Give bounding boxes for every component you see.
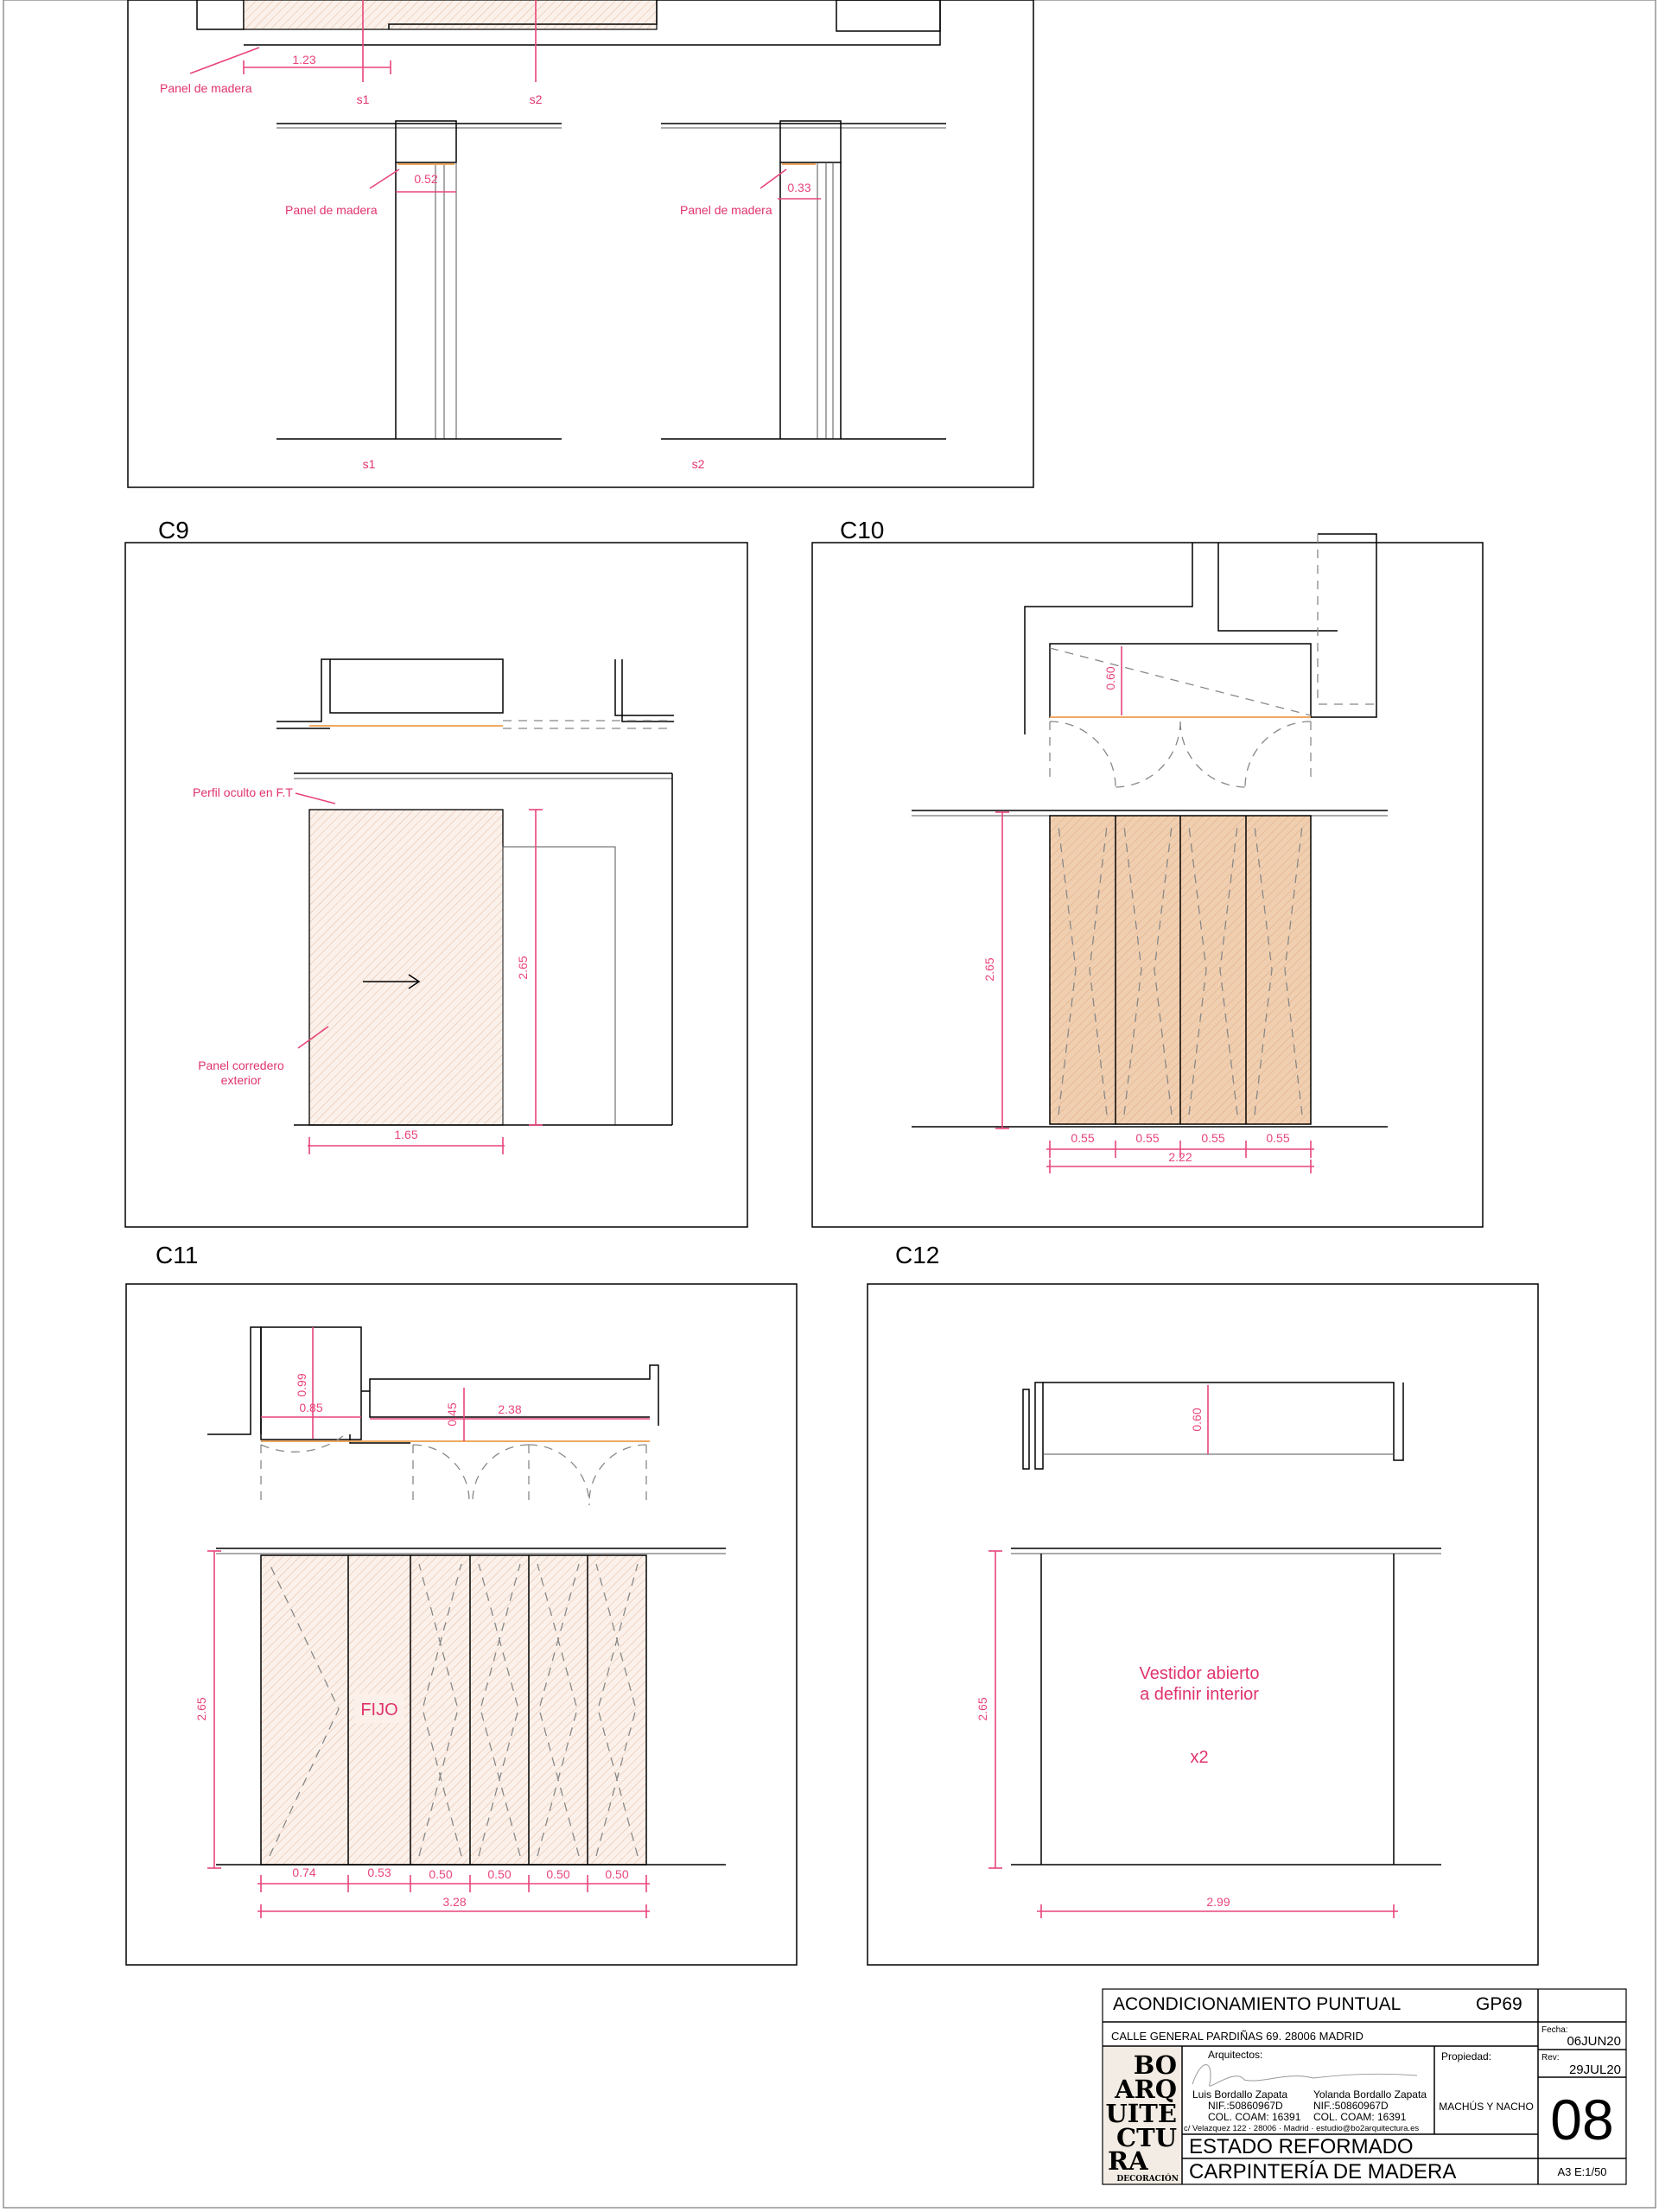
tb-architect-1-col: COL. COAM: 16391	[1208, 2111, 1301, 2123]
tb-propiedad-label: Propiedad:	[1441, 2050, 1492, 2063]
tb-contact: c/ Velazquez 122 · 28006 · Madrid · estudio@bo2arquitectura.es	[1184, 2124, 1420, 2133]
c11-dim-0-45: 0.45	[445, 1402, 459, 1427]
c12-title: C12	[895, 1242, 940, 1268]
tb-architect-2-name: Yolanda Bordallo Zapata	[1313, 2088, 1427, 2101]
c11-label-fijo: FIJO	[360, 1700, 398, 1719]
dim-0-52: 0.52	[414, 172, 438, 186]
label-panel-madera-3: Panel de madera	[680, 203, 772, 217]
panel-c9	[125, 517, 747, 1227]
c9-dim-width: 1.65	[394, 1128, 418, 1141]
logo-line-1: BO	[1133, 2050, 1177, 2080]
c9-label-corredero-2: exterior	[220, 1073, 262, 1087]
tb-code: GP69	[1476, 1994, 1522, 2014]
c10-dim-w4: 0.55	[1266, 1131, 1290, 1145]
tb-fecha-label: Fecha:	[1541, 2025, 1568, 2035]
c12-label-x2: x2	[1190, 1748, 1209, 1767]
c11-dim-height: 2.65	[194, 1697, 208, 1721]
c10-dim-w1: 0.55	[1071, 1131, 1095, 1145]
label-panel-madera-1: Panel de madera	[160, 81, 252, 95]
c12-label-vestidor-2: a definir interior	[1140, 1685, 1259, 1704]
c11-dim-total: 3.28	[442, 1895, 467, 1909]
panel-c12	[868, 1242, 1538, 1965]
panel-c11	[126, 1242, 797, 1965]
c11-title: C11	[156, 1242, 199, 1268]
section-s2-top: s2	[529, 92, 543, 106]
tb-sheet-number: 08	[1550, 2088, 1614, 2152]
c10-dim-depth: 0.60	[1103, 666, 1117, 690]
tb-architect-2-nif: NIF.:50860967D	[1313, 2100, 1389, 2112]
c10-title: C10	[840, 517, 885, 543]
title-block	[1103, 1989, 1626, 2184]
tb-drawing-title: CARPINTERÍA DE MADERA	[1189, 2160, 1457, 2183]
c9-label-perfil: Perfil oculto en F.T	[193, 785, 293, 799]
top-panel-frame	[128, 0, 1033, 487]
panel-c10	[812, 517, 1483, 1227]
c11-dim-2-38: 2.38	[498, 1402, 522, 1416]
section-s2-bottom: s2	[691, 457, 705, 471]
c11-dim-0-85: 0.85	[299, 1401, 323, 1414]
c12-label-vestidor-1: Vestidor abierto	[1139, 1664, 1260, 1683]
c10-dim-w2: 0.55	[1135, 1131, 1160, 1145]
c11-dim-0-99: 0.99	[295, 1373, 308, 1397]
tb-state: ESTADO REFORMADO	[1189, 2135, 1414, 2158]
logo-line-4: CTU	[1116, 2123, 1177, 2152]
tb-rev-label: Rev:	[1541, 2053, 1560, 2063]
tb-fecha-value: 06JUN20	[1567, 2034, 1621, 2049]
tb-architect-2-col: COL. COAM: 16391	[1313, 2111, 1407, 2123]
section-s1-top: s1	[356, 92, 370, 106]
logo-line-5: RA	[1108, 2146, 1148, 2176]
tb-scale: A3 E:1/50	[1557, 2165, 1607, 2178]
c12-dim-depth: 0.60	[1190, 1408, 1204, 1432]
logo-line-2: ARQ	[1115, 2075, 1177, 2104]
tb-architect-1-name: Luis Bordallo Zapata	[1192, 2088, 1288, 2101]
c10-dim-total: 2.22	[1168, 1150, 1192, 1164]
section-s1-bottom: s1	[362, 457, 376, 471]
top-panel	[128, 0, 1033, 487]
tb-propiedad-value: MACHÚS Y NACHO	[1439, 2101, 1534, 2113]
tb-address: CALLE GENERAL PARDIÑAS 69. 28006 MADRID	[1111, 2030, 1363, 2043]
c11-dim-w2: 0.53	[367, 1866, 391, 1879]
c11-dim-w3: 0.50	[429, 1867, 453, 1881]
c12-dim-height: 2.65	[976, 1697, 989, 1721]
sheet-border	[3, 0, 1656, 2208]
c10-dim-w3: 0.55	[1201, 1131, 1225, 1145]
tb-rev-value: 29JUL20	[1568, 2063, 1621, 2077]
c12-frame	[868, 1284, 1538, 1965]
c9-title: C9	[158, 517, 189, 543]
c9-dim-height: 2.65	[516, 956, 530, 980]
dim-1-23: 1.23	[292, 53, 316, 67]
c10-dim-height: 2.65	[982, 957, 996, 982]
c9-label-corredero-1: Panel corredero	[198, 1058, 284, 1072]
c11-dim-w5: 0.50	[546, 1867, 570, 1881]
c11-dim-w6: 0.50	[605, 1867, 629, 1881]
tb-project: ACONDICIONAMIENTO PUNTUAL	[1113, 1994, 1402, 2014]
c12-dim-width: 2.99	[1206, 1895, 1230, 1909]
tb-arquitectos-label: Arquitectos:	[1208, 2049, 1263, 2061]
label-panel-madera-2: Panel de madera	[285, 203, 378, 217]
tb-architect-1-nif: NIF.:50860967D	[1208, 2100, 1283, 2112]
dim-0-33: 0.33	[787, 181, 811, 194]
c11-dim-w1: 0.74	[292, 1866, 316, 1879]
logo-line-6: DECORACIÓN	[1116, 2175, 1179, 2183]
c11-dim-w4: 0.50	[487, 1867, 512, 1881]
logo-line-3: UITE	[1105, 2099, 1177, 2128]
